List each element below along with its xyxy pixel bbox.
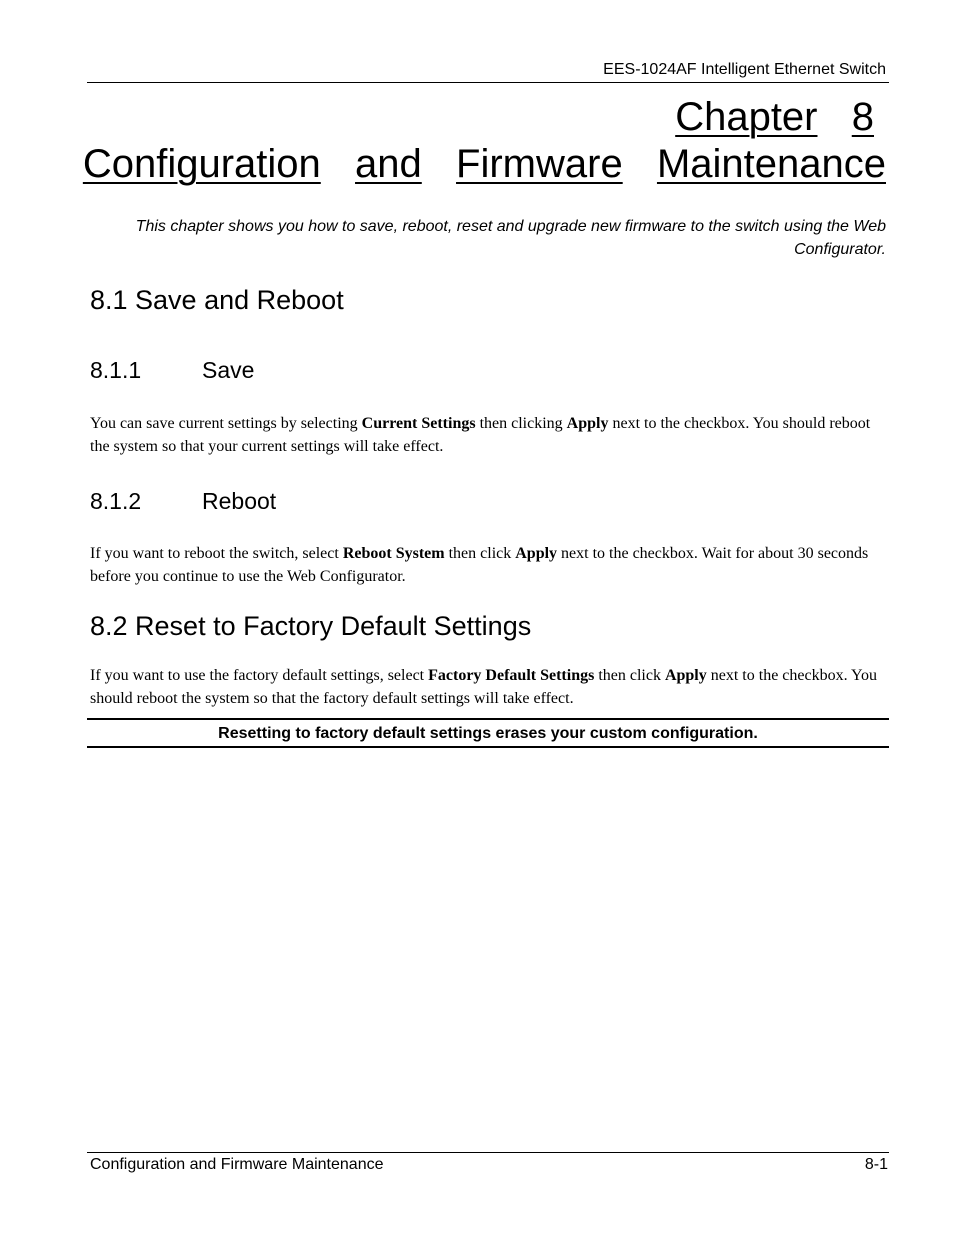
footer-rule (87, 1152, 889, 1153)
warning-note: Resetting to factory default settings erases your custom configuration. (218, 725, 758, 742)
chapter-intro: This chapter shows you how to save, reboot, reset and upgrade new firmware to the switch using the Web Configurator. (135, 218, 886, 258)
subsection-heading-reboot (90, 487, 276, 515)
chapter-title-word: Firmware (456, 142, 623, 186)
chapter-label (675, 94, 886, 140)
save-paragraph: You can save current settings by selecting Current Settings then clicking Apply next to the checkbox. You should reboot the system so that your current settings will take effect. (90, 415, 871, 455)
note-top-rule (87, 718, 889, 720)
ui-term-factory-default-settings: Factory Default Settings (428, 667, 595, 684)
chapter-title (83, 141, 886, 187)
ui-term-apply: Apply (566, 415, 609, 432)
chapter-title-word: and (355, 142, 422, 186)
ui-term-reboot-system: Reboot System (342, 545, 445, 562)
chapter-word: Chapter (675, 95, 818, 139)
chapter-title-word: Maintenance (656, 142, 886, 186)
section-heading-save-reboot: 8.1 Save and Reboot (90, 285, 344, 315)
subsection-title: Save (202, 357, 255, 383)
ui-term-apply: Apply (515, 545, 558, 562)
subsection-heading-save (90, 356, 254, 384)
note-bottom-rule (87, 746, 889, 748)
factory-reset-paragraph: If you want to use the factory default settings, select Factory Default Settings then click Apply next to the checkbox. You should reboot the system so that the factory default settings will take effect. (90, 667, 877, 707)
subsection-number: 8.1.1 (90, 357, 142, 383)
header-rule (87, 82, 889, 83)
reboot-paragraph: If you want to reboot the switch, select Reboot System then click Apply next to the checkbox. Wait for about 30 seconds before you continue to use the Web Configurator. (90, 545, 869, 585)
subsection-number: 8.1.2 (90, 488, 142, 514)
ui-term-apply: Apply (664, 667, 707, 684)
section-heading-factory-reset: 8.2 Reset to Factory Default Settings (90, 611, 532, 641)
ui-term-current-settings: Current Settings (361, 415, 476, 432)
header-product-name: EES-1024AF Intelligent Ethernet Switch (603, 61, 886, 78)
subsection-title: Reboot (202, 488, 277, 514)
footer-page-number: 8-1 (864, 1156, 888, 1173)
chapter-title-word: Configuration (82, 142, 321, 186)
chapter-number: 8 (851, 95, 874, 139)
footer-chapter-title: Configuration and Firmware Maintenance (90, 1156, 384, 1173)
